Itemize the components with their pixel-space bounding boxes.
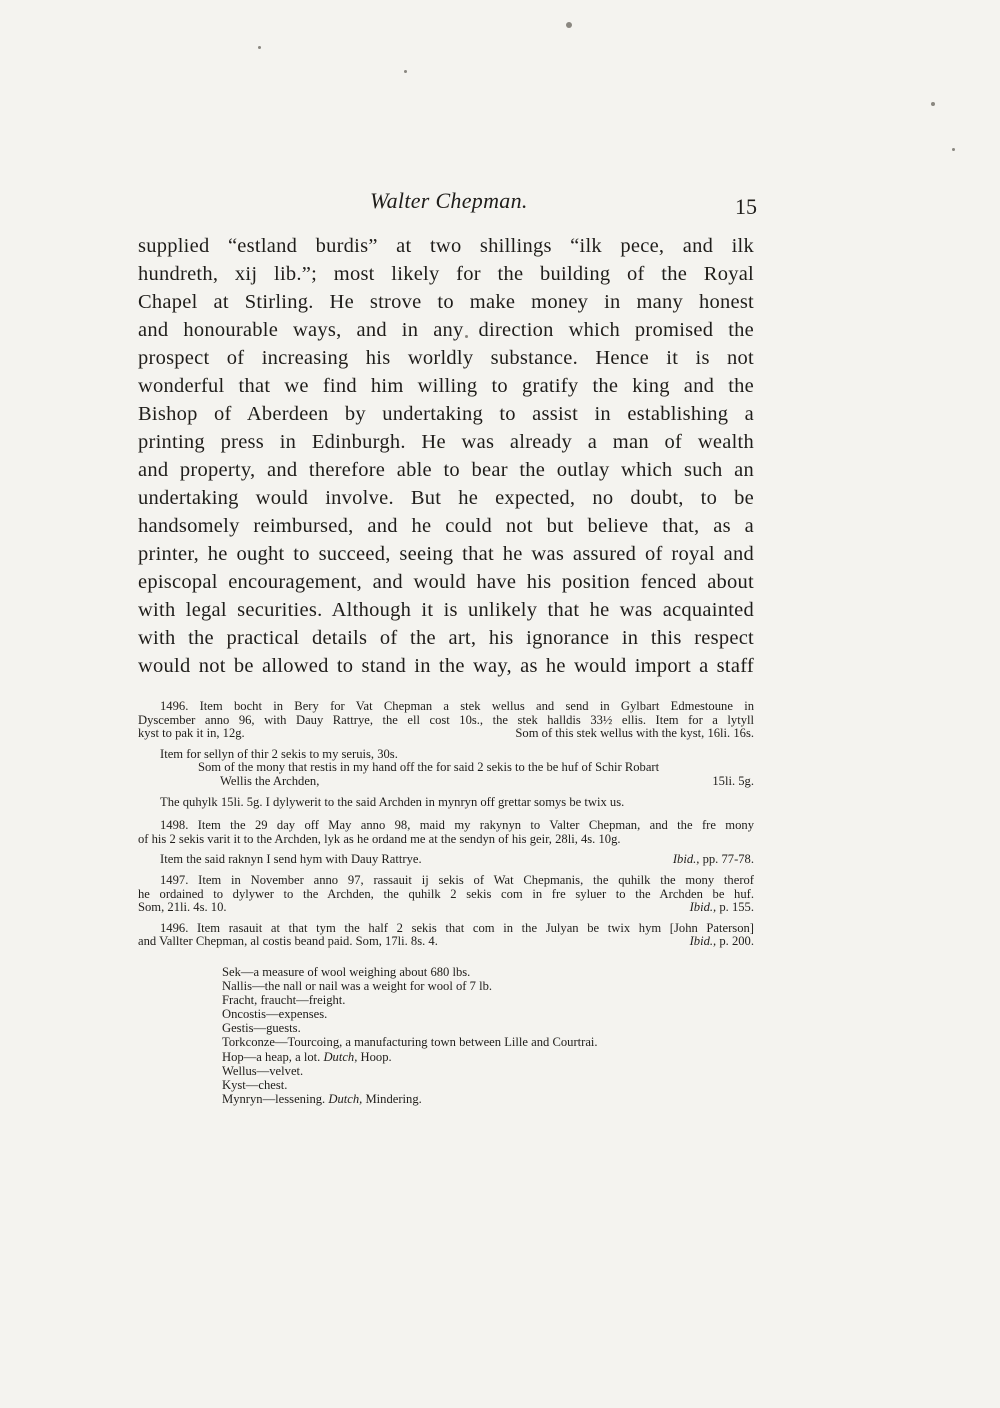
footnote-line	[138, 935, 754, 949]
footnote-text: Wellis the Archden,	[220, 773, 320, 788]
body-line: prospect of increasing his worldly substance. Hence it is not	[138, 347, 754, 369]
footnote-line	[138, 901, 754, 915]
paper-speck	[566, 22, 572, 28]
footnote-pages: p. 200.	[719, 934, 754, 949]
glossary	[222, 965, 598, 1106]
body-line: printer, he ought to succeed, seeing that he was assured of royal and	[138, 543, 754, 565]
glossary-term: Mynryn—lessening.	[222, 1091, 326, 1106]
footnote-pages: pp. 77-78.	[702, 852, 754, 867]
glossary-entry: Kyst—chest.	[222, 1077, 288, 1092]
glossary-language: Dutch,	[328, 1091, 363, 1106]
footnote-line	[138, 727, 754, 741]
body-line: with the practical details of the art, his ignorance in this respect	[138, 627, 754, 649]
footnotes	[138, 700, 754, 949]
footnote-line: Item for sellyn of thir 2 sekis to my seruis, 30s.	[160, 746, 398, 761]
footnote-text: kyst to pak it in, 12g.	[138, 726, 245, 741]
footnote-line	[138, 775, 754, 789]
body-line: printing press in Edinburgh. He was already a man of wealth	[138, 431, 754, 453]
footnote-line: Dyscember anno 96, with Dauy Rattrye, the ell cost 10s., the stek halldis 33½ ellis. Item for a lytyll	[138, 712, 754, 727]
footnote-text: Som, 21li. 4s. 10.	[138, 900, 227, 915]
footnote-line: 1496. Item rasauit at that tym the half 2 sekis that com in the Julyan be twix hym [John Paterson]	[160, 920, 754, 935]
ibid-label: Ibid.,	[689, 934, 717, 949]
body-line: episcopal encouragement, and would have his position fenced about	[138, 571, 754, 593]
glossary-language: Dutch,	[323, 1049, 358, 1064]
footnote-reference	[690, 901, 754, 915]
body-text	[138, 232, 754, 680]
glossary-origin: Hoop.	[360, 1049, 392, 1064]
body-line: would not be allowed to stand in the way, as he would import a staff	[138, 655, 754, 677]
body-line: Chapel at Stirling. He strove to make money in many honest	[138, 291, 754, 313]
footnote-sum: 15li. 5g.	[712, 773, 754, 788]
body-line: wonderful that we find him willing to gratify the king and the	[138, 375, 754, 397]
footnote-line: Som of the mony that restis in my hand off the for said 2 sekis to the be huf of Schir Robart	[198, 760, 660, 775]
footnote-line: 1498. Item the 29 day off May anno 98, maid my rakynyn to Valter Chepman, and the fre mony	[160, 818, 754, 833]
body-line: hundreth, xij lib.”; most likely for the building of the Royal	[138, 263, 754, 285]
paper-speck	[258, 46, 261, 49]
footnote-line: of his 2 sekis varit it to the Archden, lyk as he ordand me at the sendyn of his geir, 28li, 4s. 10g.	[138, 831, 621, 846]
footnote-pages: p. 155.	[719, 900, 754, 915]
glossary-entry: Sek—a measure of wool weighing about 680 lbs.	[222, 965, 471, 979]
glossary-origin: Mindering.	[365, 1091, 422, 1106]
paper-speck	[404, 70, 407, 73]
body-line: Bishop of Aberdeen by undertaking to assist in establishing a	[138, 403, 754, 425]
footnote-reference	[690, 935, 754, 949]
running-title: Walter Chepman.	[370, 188, 528, 213]
footnote-line: 1497. Item in November anno 97, rassauit ij sekis of Wat Chepmanis, the quhilk the mony therof	[160, 872, 754, 887]
paper-speck	[931, 102, 935, 106]
footnote-line: 1496. Item bocht in Bery for Vat Chepman a stek wellus and send in Gylbart Edmestoune in	[160, 699, 754, 713]
body-line: and property, and therefore able to bear the outlay which such an	[138, 459, 754, 481]
page-number: 15	[735, 194, 757, 219]
glossary-term: Hop—a heap, a lot.	[222, 1049, 321, 1064]
glossary-entry	[222, 1050, 598, 1064]
glossary-entry: Fracht, fraucht—freight.	[222, 993, 346, 1008]
glossary-entry: Gestis—guests.	[222, 1021, 301, 1036]
footnote-reference	[673, 853, 754, 867]
footnote-sum: Som of this stek wellus with the kyst, 16li. 16s.	[515, 726, 754, 741]
body-line: supplied “estland burdis” at two shillings “ilk pece, and ilk	[138, 235, 754, 257]
body-line: handsomely reimbursed, and he could not but believe that, as a	[138, 515, 754, 537]
footnote-line: he ordained to dylywer to the Archden, the quhilk 2 sekis com in fre syluer to the Archden be huf.	[138, 886, 754, 901]
ibid-label: Ibid.,	[672, 852, 700, 867]
glossary-entry: Oncostis—expenses.	[222, 1007, 328, 1022]
body-line: and honourable ways, and in any direction which promised the	[138, 319, 754, 341]
glossary-entry: Wellus—velvet.	[222, 1063, 304, 1078]
footnote-text: Item the said raknyn I send hym with Dauy Rattrye.	[160, 852, 422, 867]
paper-speck	[952, 148, 955, 151]
footnote-text: and Vallter Chepman, al costis beand paid. Som, 17li. 8s. 4.	[138, 934, 438, 949]
glossary-entry: Torkconze—Tourcoing, a manufacturing town between Lille and Courtrai.	[222, 1035, 598, 1050]
glossary-entry: Nallis—the nall or nail was a weight for wool of 7 lb.	[222, 979, 493, 994]
footnote-line	[138, 853, 754, 867]
glossary-entry	[222, 1092, 598, 1106]
footnote-line: The quhylk 15li. 5g. I dylywerit to the said Archden in mynryn off grettar somys be twix us.	[160, 794, 625, 809]
body-line: undertaking would involve. But he expected, no doubt, to be	[138, 487, 754, 509]
ibid-label: Ibid.,	[689, 900, 717, 915]
body-line: with legal securities. Although it is unlikely that he was acquainted	[138, 599, 754, 621]
